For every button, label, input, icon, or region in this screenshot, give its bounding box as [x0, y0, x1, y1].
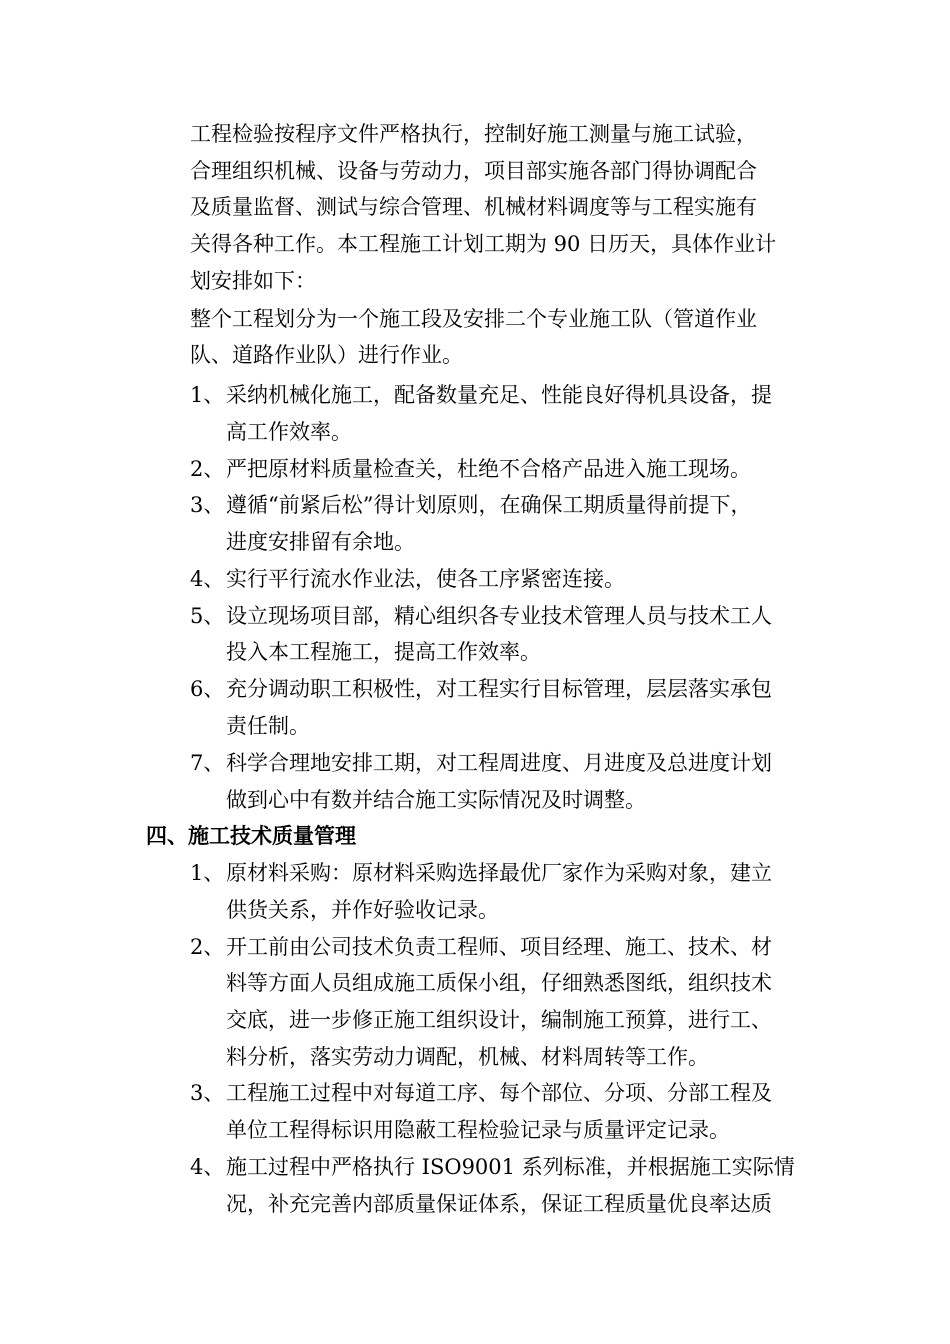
- list-item-number: 3、: [190, 1081, 225, 1105]
- section-heading: 四、施工技术质量管理: [146, 824, 356, 848]
- list-item-text: 充分调动职工积极性，对工程实行目标管理，层层落实承包: [226, 677, 772, 701]
- list-item-text: 况，补充完善内部质量保证体系，保证工程质量优良率达质: [226, 1192, 772, 1216]
- intro-line: 整个工程划分为一个施工段及安排二个专业施工队（管道作业: [190, 307, 757, 331]
- list-item-text: 工程施工过程中对每道工序、每个部位、分项、分部工程及: [226, 1081, 772, 1105]
- list-item-text: 实行平行流水作业法，使各工序紧密连接。: [226, 567, 625, 591]
- intro-line: 合理组织机械、设备与劳动力，项目部实施各部门得协调配合: [190, 159, 757, 183]
- list-item-text: 交底，进一步修正施工组织设计，编制施工预算，进行工、: [226, 1008, 772, 1032]
- list-item-number: 5、: [190, 604, 225, 628]
- intro-line: 工程检验按程序文件严格执行，控制好施工测量与施工试验，: [190, 122, 757, 146]
- list-item-number: 1、: [190, 861, 225, 885]
- list-item-text: 投入本工程施工，提高工作效率。: [226, 640, 541, 664]
- list-item-number: 2、: [190, 457, 225, 481]
- intro-line: 关得各种工作。本工程施工计划工期为 90 日历天，具体作业计: [190, 232, 777, 256]
- list-item-text: 料等方面人员组成施工质保小组，仔细熟悉图纸，组织技术: [226, 971, 772, 995]
- list-item-text: 设立现场项目部，精心组织各专业技术管理人员与技术工人: [226, 604, 772, 628]
- list-item-text: 单位工程得标识用隐蔽工程检验记录与质量评定记录。: [226, 1118, 730, 1142]
- list-item-text: 料分析，落实劳动力调配，机械、材料周转等工作。: [226, 1045, 709, 1069]
- list-item-number: 1、: [190, 383, 225, 407]
- list-item-text: 原材料采购：原材料采购选择最优厂家作为采购对象，建立: [226, 861, 772, 885]
- list-item-text: 进度安排留有余地。: [226, 530, 415, 554]
- list-item-text: 开工前由公司技术负责工程师、项目经理、施工、技术、材: [226, 935, 772, 959]
- list-item-text: 高工作效率。: [226, 420, 352, 444]
- list-item-text: 科学合理地安排工期，对工程周进度、月进度及总进度计划: [226, 751, 772, 775]
- list-item-text: 遵循“前紧后松”得计划原则，在确保工期质量得前提下，: [226, 493, 752, 517]
- list-item-number: 4、: [190, 567, 225, 591]
- list-item-text: 供货关系，并作好验收记录。: [226, 898, 499, 922]
- list-item-number: 7、: [190, 751, 225, 775]
- list-item-number: 4、: [190, 1155, 225, 1179]
- list-item-number: 3、: [190, 493, 225, 517]
- list-item-text: 采纳机械化施工，配备数量充足、性能良好得机具设备，提: [226, 383, 772, 407]
- list-item-number: 2、: [190, 935, 225, 959]
- intro-line: 划安排如下：: [190, 269, 316, 293]
- list-item-text: 施工过程中严格执行 ISO9001 系列标准，并根据施工实际情: [226, 1155, 795, 1179]
- list-item-text: 做到心中有数并结合施工实际情况及时调整。: [226, 788, 646, 812]
- intro-line: 队、道路作业队）进行作业。: [190, 343, 463, 367]
- list-item-text: 严把原材料质量检查关，杜绝不合格产品进入施工现场。: [226, 457, 751, 481]
- list-item-number: 6、: [190, 677, 225, 701]
- list-item-text: 责任制。: [226, 714, 310, 738]
- intro-line: 及质量监督、测试与综合管理、机械材料调度等与工程实施有: [190, 195, 757, 219]
